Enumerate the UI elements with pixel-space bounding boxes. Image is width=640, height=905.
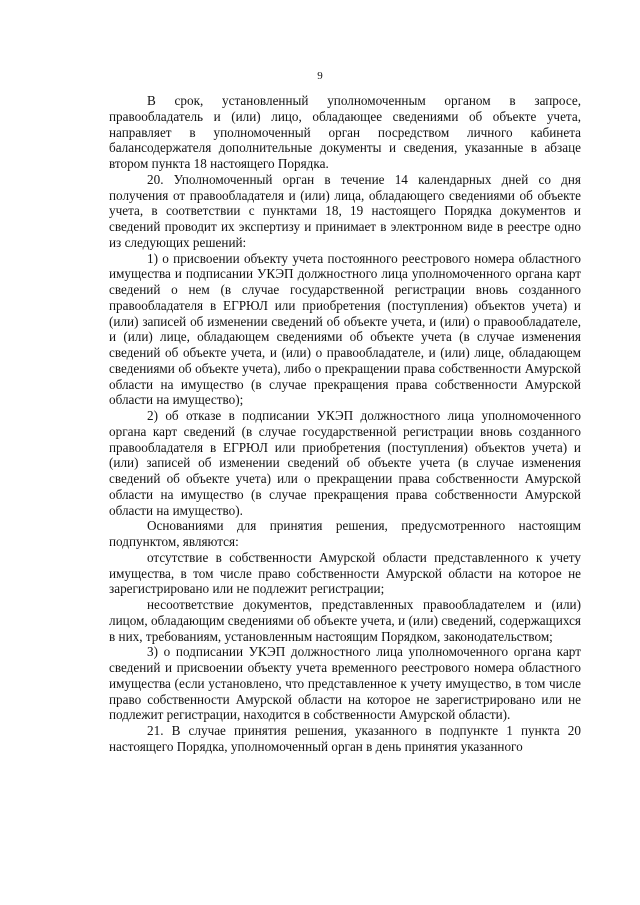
paragraph-grounds-intro: Основаниями для принятия решения, предусмотренного настоящим подпунктом, являются: [109, 518, 581, 549]
paragraph-item-21: 21. В случае принятия решения, указанного в подпункте 1 пункта 20 настоящего Порядка, уполномоченный орган в день принятия указанного [109, 723, 581, 754]
paragraph-item-20: 20. Уполномоченный орган в течение 14 календарных дней со дня получения от правообладателя и (или) лица, обладающего сведениями об объекте учета, в соответствии с пунктами 18, 19 настоящего Порядка документов и сведений проводит их экспертизу и принимает в электронном виде в реестре одно из следующих решений: [109, 171, 581, 250]
paragraph-ground-nonconformity: несоответствие документов, представленных правообладателем и (или) лицом, обладающим сведениями об объекте учета, и (или) сведений, содержащихся в них, требованиям, установленным настоящим Порядком, законодательством; [109, 597, 581, 644]
page-number: 9 [317, 70, 323, 82]
document-body [109, 93, 581, 755]
paragraph-subitem-1: 1) о присвоении объекту учета постоянного реестрового номера областного имущества и подписании УКЭП должностного лица уполномоченного органа карт сведений о нем (в случае государственной регистрации вновь созданного правообладателя в ЕГРЮЛ или приобретения (поступления) объектов учета) и (или) записей об изменении сведений об объекте учета, и (или) о правообладателе, и (или) лице, обладающем сведениями об объекте учета (в случае изменения сведений об объекте учета, и (или) о правообладателе, и (или) лице, обладающем сведениями об объекте учета), либо о прекращении права собственности Амурской области на имущество (в случае прекращения права собственности Амурской области на имущество); [109, 250, 581, 408]
paragraph-additional-documents: В срок, установленный уполномоченным органом в запросе, правообладатель и (или) лицо, обладающее сведениями об объекте учета, направляет в уполномоченный орган посредством личного кабинета балансодержателя дополнительные документы и сведения, указанные в абзаце втором пункта 18 настоящего Порядка. [109, 93, 581, 171]
paragraph-subitem-3: 3) о подписании УКЭП должностного лица уполномоченного органа карт сведений и присвоении объекту учета временного реестрового номера областного имущества (если установлено, что представленное к учету имущество, в том числе право собственности Амурской области на которое не зарегистрировано или не подлежит регистрации, находится в собственности Амурской области). [109, 644, 581, 723]
paragraph-ground-absence: отсутствие в собственности Амурской области представленного к учету имущества, в том числе право собственности Амурской области на которое не зарегистрировано или не подлежит регистрации; [109, 549, 581, 597]
paragraph-subitem-2: 2) об отказе в подписании УКЭП должностного лица уполномоченного органа карт сведений (в случае государственной регистрации вновь созданного правообладателя в ЕГРЮЛ или приобретения (поступления) объектов учета) и (или) записей об изменении сведений об объекте учета (в случае изменения сведений об объекте учета) или о прекращении права собственности Амурской области на имущество (в случае прекращения права собственности Амурской области на имущество). [109, 408, 581, 518]
